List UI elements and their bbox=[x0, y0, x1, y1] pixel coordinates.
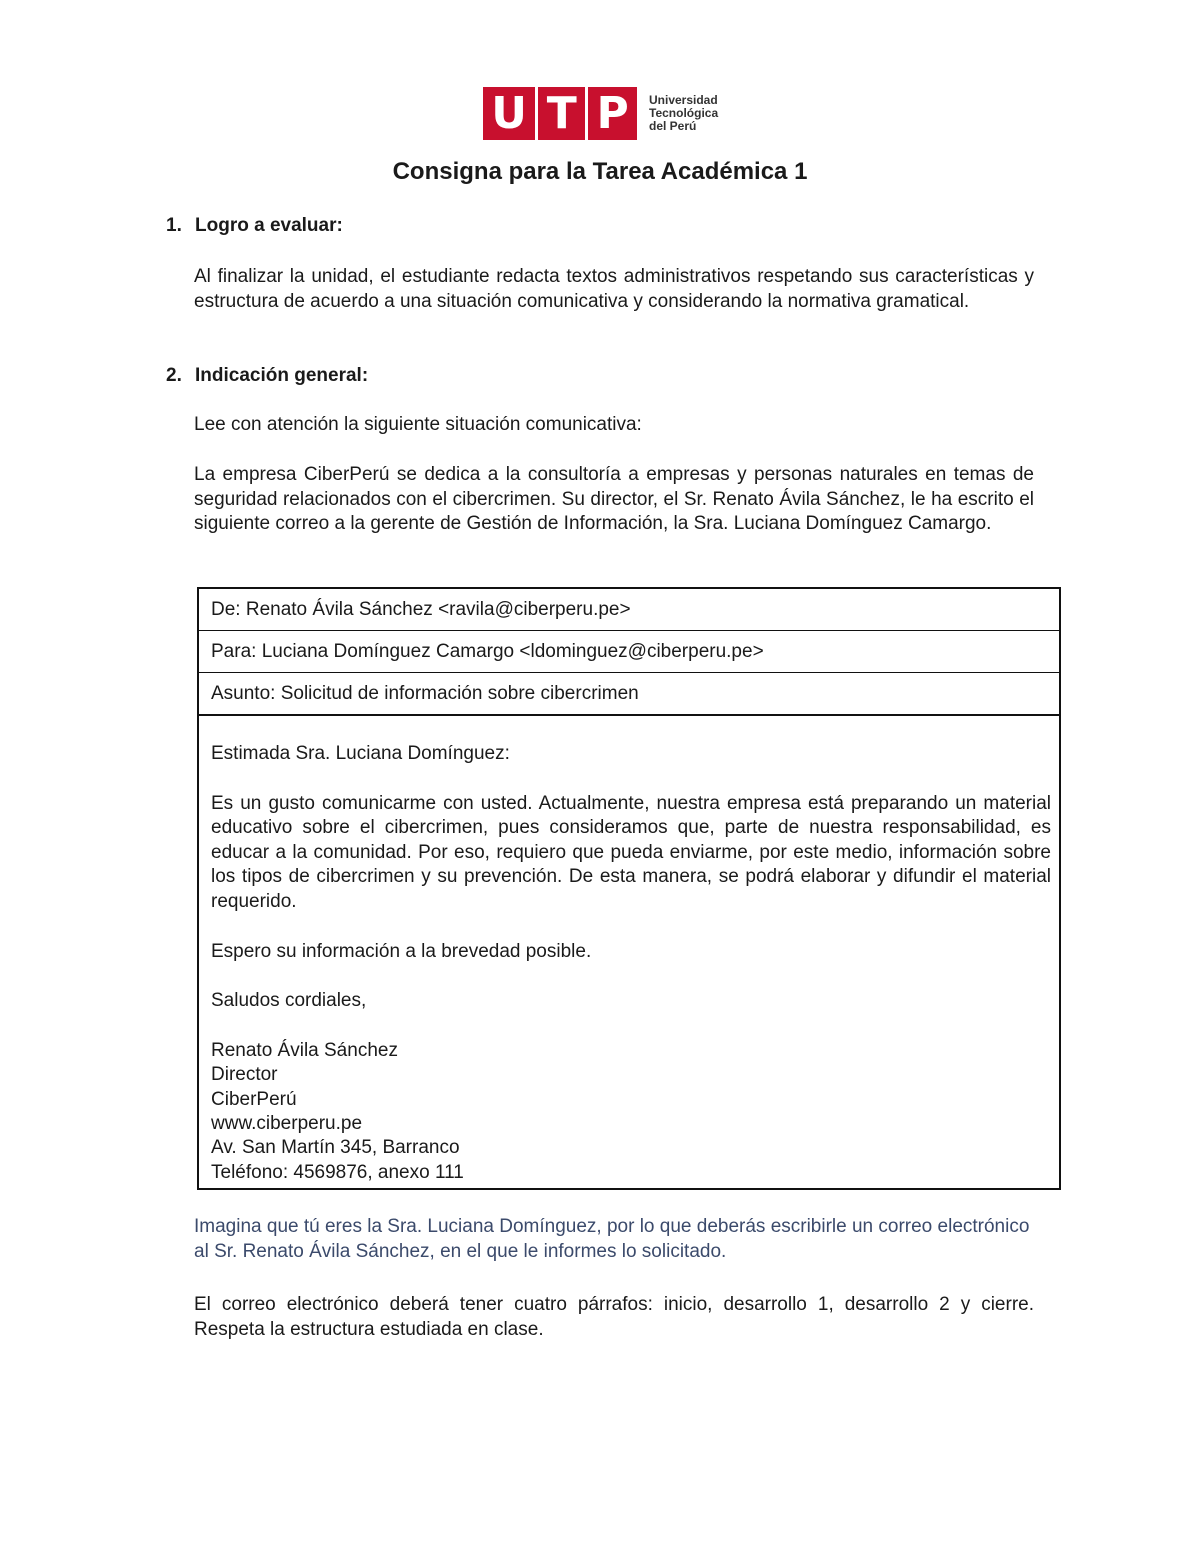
logo-letter-p: P bbox=[596, 88, 629, 139]
signature-phone: Teléfono: 4569876, anexo 111 bbox=[211, 1161, 464, 1183]
section-heading-text: Indicación general: bbox=[195, 365, 369, 386]
signature-company: CiberPerú bbox=[211, 1088, 297, 1110]
utp-logo bbox=[483, 87, 718, 140]
page-title: Consigna para la Tarea Académica 1 bbox=[392, 158, 808, 185]
signature-name: Renato Ávila Sánchez bbox=[211, 1039, 398, 1061]
task-text: Imagina que tú eres la Sra. Luciana Domínguez, por lo que deberás escribirle un correo electrónico al Sr. Renato Ávila Sánchez, en el que le informes lo solicitado. bbox=[194, 1216, 1030, 1262]
section-number: 1. bbox=[166, 215, 182, 236]
section-2-context: La empresa CiberPerú se dedica a la consultoría a empresas y personas naturales en temas de seguridad relacionados con el cibercrimen. Su director, el Sr. Renato Ávila Sánchez, le ha escrito el siguiente correo a la gerente de Gestión de Información, la Sra. Luciana Domínguez Camargo. bbox=[194, 464, 1034, 535]
signature-role: Director bbox=[211, 1064, 278, 1086]
logo-text-line: del Perú bbox=[649, 119, 697, 133]
email-body bbox=[199, 716, 1059, 1185]
signature-address: Av. San Martín 345, Barranco bbox=[211, 1137, 460, 1159]
logo-separator bbox=[535, 87, 538, 140]
email-box bbox=[197, 587, 1061, 1190]
email-farewell: Saludos cordiales, bbox=[211, 990, 367, 1012]
section-2-heading bbox=[166, 364, 368, 388]
instruction-text: El correo electrónico deberá tener cuatro párrafos: inicio, desarrollo 1, desarrollo 2 y cierre. Respeta la estructura estudiada en clase. bbox=[194, 1294, 1034, 1340]
section-1-heading bbox=[166, 214, 343, 238]
logo-separator bbox=[585, 87, 588, 140]
utp-logo-text bbox=[649, 94, 718, 133]
logo-text-line: Tecnológica bbox=[649, 106, 719, 120]
section-heading-text: Logro a evaluar: bbox=[195, 215, 343, 236]
logo-letter-u: U bbox=[491, 88, 527, 139]
email-from: De: Renato Ávila Sánchez <ravila@ciberperu.pe> bbox=[199, 589, 1059, 631]
email-subject: Asunto: Solicitud de información sobre cibercrimen bbox=[199, 673, 1059, 716]
logo-letter-t: T bbox=[546, 88, 577, 139]
email-paragraph: Es un gusto comunicarme con usted. Actualmente, nuestra empresa está preparando un material educativo sobre el cibercrimen, pues consideramos que, parte de nuestra responsabilidad, es educar a la comunidad. Por eso, requiero que pueda enviarme, por este medio, información sobre los tipos de cibercrimen y su prevención. De esta manera, se podrá elaborar y difundir el material requerido. bbox=[211, 792, 1051, 912]
email-to: Para: Luciana Domínguez Camargo <ldominguez@ciberperu.pe> bbox=[199, 631, 1059, 673]
signature-web: www.ciberperu.pe bbox=[211, 1112, 363, 1134]
utp-logo-mark bbox=[483, 87, 637, 140]
email-closing: Espero su información a la brevedad posible. bbox=[211, 940, 592, 962]
section-2-intro: Lee con atención la siguiente situación comunicativa: bbox=[194, 414, 642, 435]
email-signature bbox=[211, 1039, 1051, 1185]
section-1-text: Al finalizar la unidad, el estudiante redacta textos administrativos respetando sus características y estructura de acuerdo a una situación comunicativa y considerando la normativa gramatical. bbox=[194, 266, 1034, 312]
logo-text-line: Universidad bbox=[649, 93, 718, 107]
section-number: 2. bbox=[166, 365, 182, 386]
email-greeting: Estimada Sra. Luciana Domínguez: bbox=[211, 743, 510, 764]
